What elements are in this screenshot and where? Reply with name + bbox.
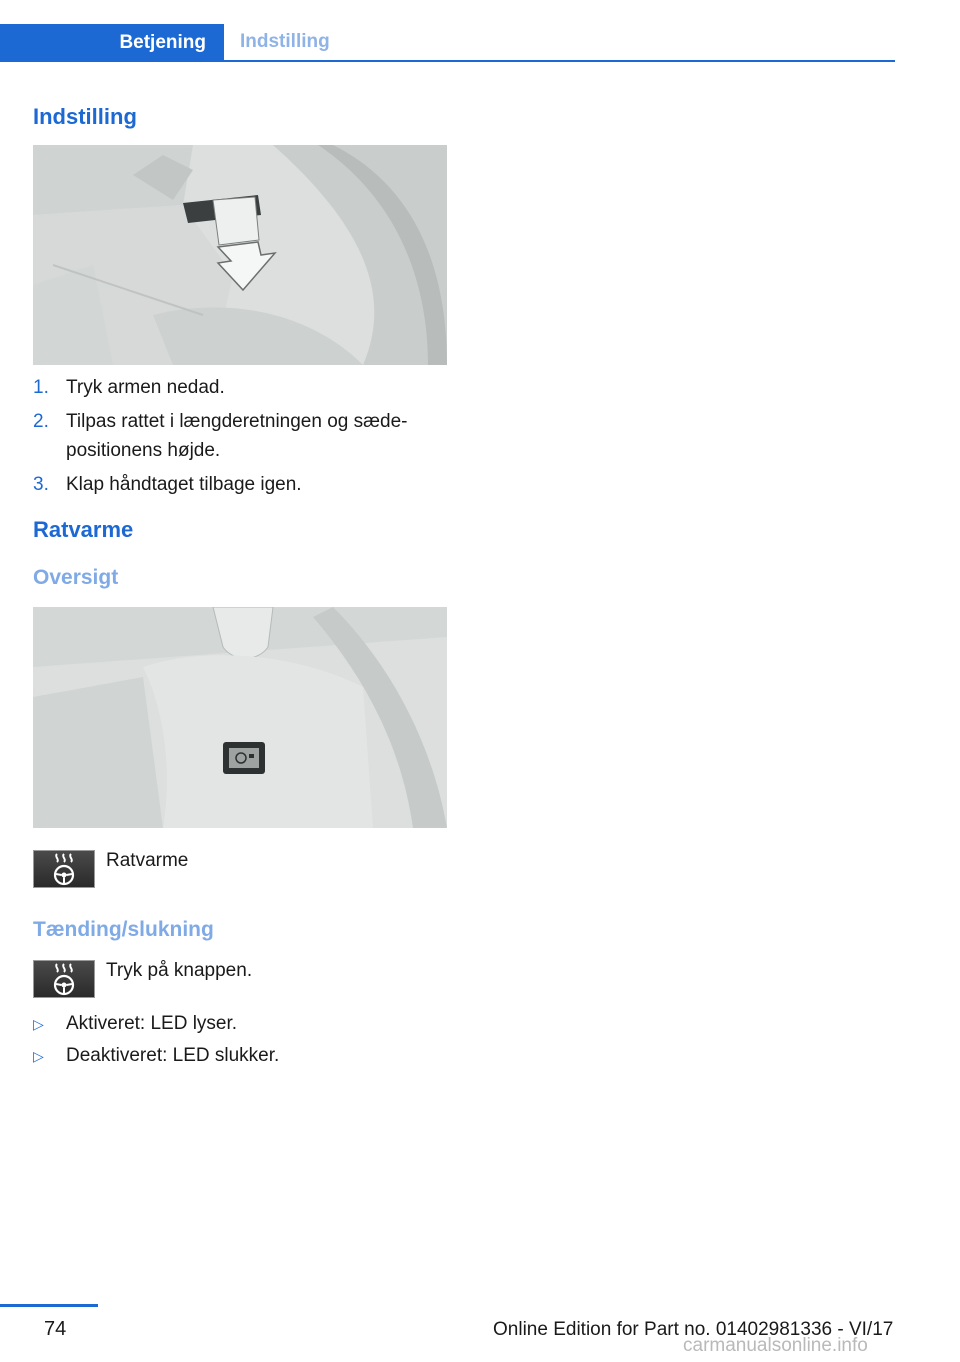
icon-label-ratvarme: Ratvarme [106, 850, 189, 871]
step-number: 2. [33, 411, 49, 432]
steering-column-lever-illustration [33, 145, 447, 365]
list-item [33, 470, 453, 499]
step-number: 3. [33, 474, 49, 495]
list-item [33, 407, 453, 465]
footer-rule [0, 1304, 98, 1307]
edition-text: Online Edition for Part no. 01402981336 - VI/17 [493, 1319, 894, 1340]
list-item [33, 1010, 453, 1038]
led-status-list [33, 1010, 453, 1070]
heated-steering-wheel-button-icon[interactable] [33, 960, 95, 998]
adjustment-steps [33, 373, 453, 499]
step-text: Tilpas rattet i længderetningen og sædepositionens højde. [66, 411, 408, 461]
tab-indstilling[interactable]: Indstilling [240, 31, 330, 52]
toggle-instruction-text: Tryk på knappen. [106, 960, 253, 981]
step-text: Tryk armen nedad. [66, 377, 225, 398]
triangle-bullet-icon: ▷ [33, 1048, 44, 1064]
page-number: 74 [44, 1318, 67, 1340]
bullet-text: Aktiveret: LED lyser. [66, 1013, 238, 1034]
triangle-bullet-icon: ▷ [33, 1016, 44, 1032]
subheading-taending-slukning: Tænding/slukning [33, 918, 214, 941]
heated-steering-wheel-icon [33, 850, 95, 888]
section-heading-indstilling: Indstilling [33, 104, 137, 129]
subheading-oversigt: Oversigt [33, 566, 119, 589]
bullet-text: Deaktiveret: LED slukker. [66, 1045, 280, 1066]
watermark: carmanualsonline.info [683, 1335, 868, 1356]
section-heading-ratvarme: Ratvarme [33, 517, 134, 542]
tab-betjening[interactable]: Betjening [0, 24, 224, 62]
list-item [33, 1042, 453, 1070]
heated-steering-button-illustration [33, 607, 447, 828]
step-text: Klap håndtaget tilbage igen. [66, 474, 302, 495]
list-item [33, 373, 453, 402]
chapter-header [0, 24, 895, 62]
step-number: 1. [33, 377, 49, 398]
